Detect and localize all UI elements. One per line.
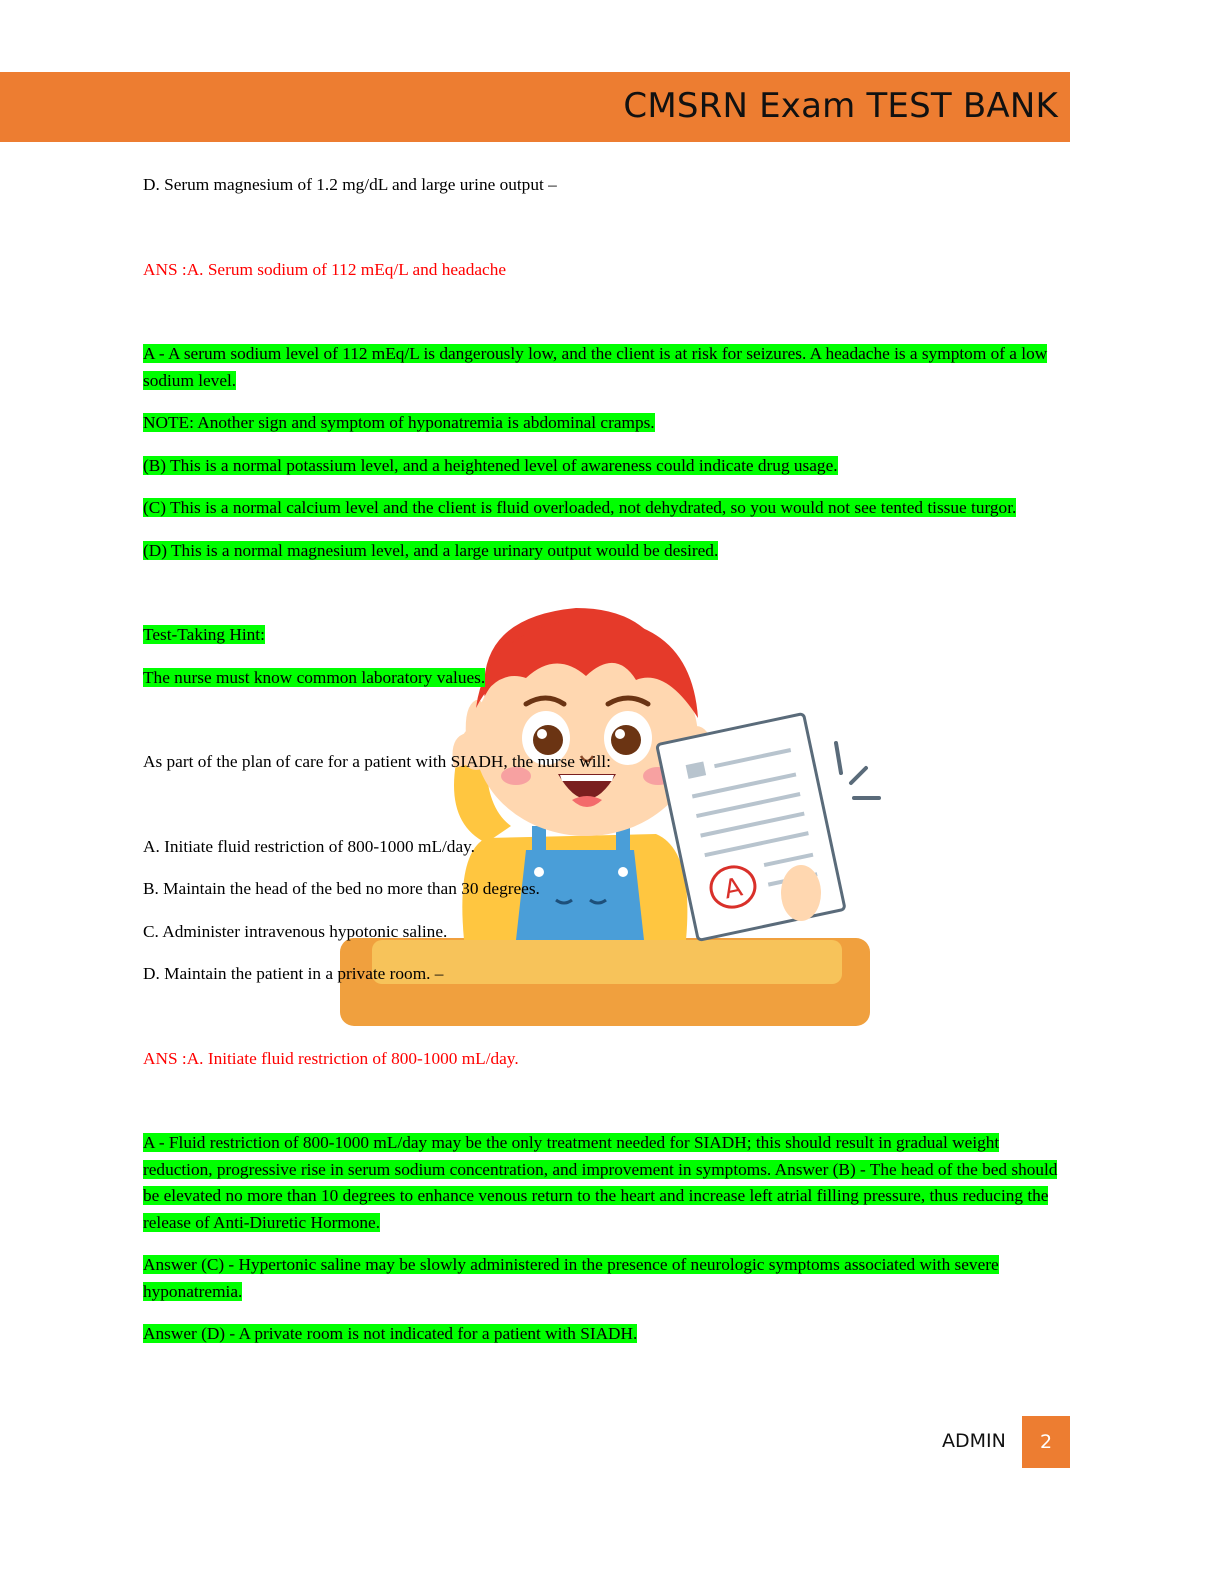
footer-author-label: ADMIN <box>942 1430 1006 1452</box>
document-body <box>143 172 1073 1364</box>
q2-answer: ANS :A. Initiate fluid restriction of 800-1000 mL/day. <box>143 1048 519 1068</box>
document-title: CMSRN Exam TEST BANK <box>623 86 1058 126</box>
q1-hint-label: Test-Taking Hint: <box>143 625 265 644</box>
page-number: 2 <box>1022 1416 1070 1468</box>
q1-rationale-d: (D) This is a normal magnesium level, and a large urinary output would be desired. <box>143 540 719 560</box>
q2-option-a: A. Initiate fluid restriction of 800-1000 mL/day. <box>143 836 475 856</box>
q1-rationale-b: (B) This is a normal potassium level, and a heightened level of awareness could indicate drug usage. <box>143 455 838 475</box>
q2-rationale-d: Answer (D) - A private room is not indicated for a patient with SIADH. <box>143 1324 638 1343</box>
header-band <box>0 72 1070 142</box>
q2-option-c: C. Administer intravenous hypotonic saline. <box>143 921 448 941</box>
q1-rationale-note: NOTE: Another sign and symptom of hyponatremia is abdominal cramps. <box>143 413 655 432</box>
q2-option-b: B. Maintain the head of the bed no more than 30 degrees. <box>143 879 540 898</box>
q1-option-d: D. Serum magnesium of 1.2 mg/dL and large urine output – <box>143 175 557 194</box>
q1-rationale-c: (C) This is a normal calcium level and the client is fluid overloaded, not dehydrated, so you would not see tented tissue turgor. <box>143 498 1017 517</box>
q2-option-d: D. Maintain the patient in a private room. – <box>143 964 444 983</box>
q1-hint-text: The nurse must know common laboratory values. <box>143 667 486 687</box>
q2-question: As part of the plan of care for a patient with SIADH, the nurse will: <box>143 752 611 771</box>
q1-rationale-a: A - A serum sodium level of 112 mEq/L is dangerously low, and the client is at risk for seizures. A headache is a symptom of a low sodium level. <box>143 344 1048 390</box>
q1-answer: ANS :A. Serum sodium of 112 mEq/L and headache <box>143 259 506 279</box>
svg-text:A: A <box>721 872 746 906</box>
q2-rationale-a: A - Fluid restriction of 800-1000 mL/day may be the only treatment needed for SIADH; this should result in gradual weight reduction, progressive rise in serum sodium concentration, and improvement in symptoms. Answer (B) - The head of the bed should be elevated no more than 10 degrees to enhance venous return to the heart and increase left atrial filling pressure, thus reducing the release of Anti-Diuretic Hormone. <box>143 1133 1058 1232</box>
q2-rationale-c: Answer (C) - Hypertonic saline may be slowly administered in the presence of neurologic symptoms associated with severe hyponatremia. <box>143 1255 999 1301</box>
